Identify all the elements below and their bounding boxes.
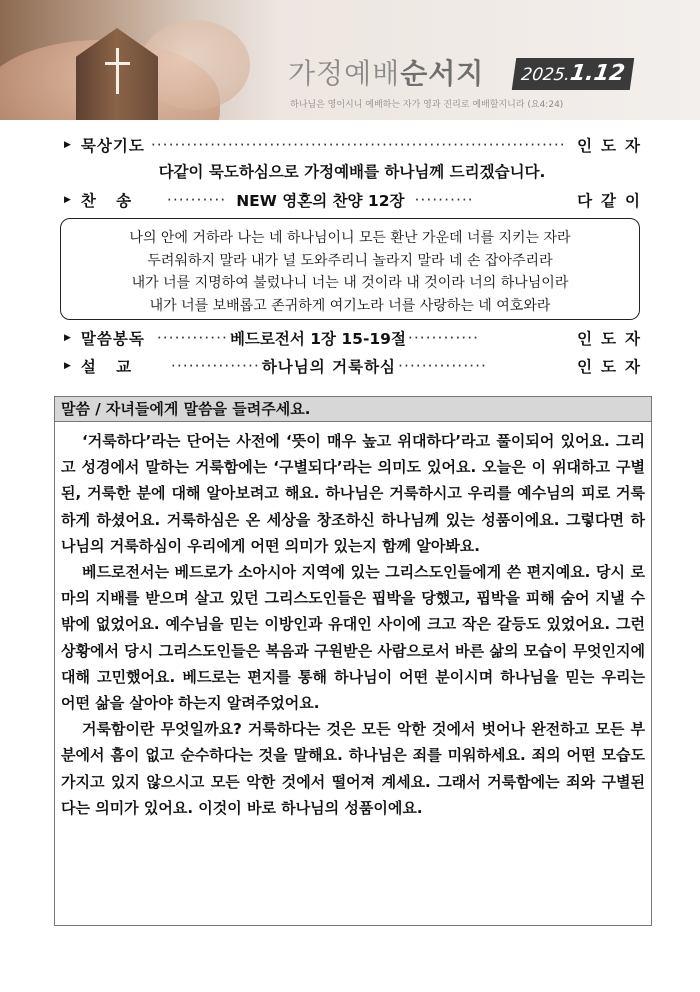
- message-heading: 말씀 / 자녀들에게 말씀을 들려주세요.: [55, 397, 651, 422]
- triangle-bullet-icon: ▶: [64, 140, 71, 150]
- triangle-bullet-icon: ▶: [64, 361, 71, 371]
- date-month-day: 1.12: [568, 61, 627, 86]
- message-paragraph: 베드로전서는 베드로가 소아시아 지역에 있는 그리스도인들에게 쓴 편지예요. 당시 로마의 지배를 받으며 살고 있던 그리스도인들은 핍박을 당했고, 핍박을 피해 숨어 지낼 수밖에 없었어요. 예수님을 믿는 이방인과 유대인 사이에 크고 작은 갈등도 있었어요. 그런 상황에서 당시 그리스도인들은 복음과 구원받은 사람으로서 바른 삶의 모습이 무엇인지에 대해 고민했어요. 베드로는 편지를 통해 하나님이 어떤 분이시며 하나님을 믿는 우리는 어떤 삶을 살아야 하는지 알려주었어요.: [61, 563, 645, 713]
- page-title: [288, 52, 484, 92]
- cross-icon-bar: [105, 62, 130, 65]
- header-subtitle: 하나님은 영이시니 예배하는 자가 영과 진리로 예배할지니라 (요4:24): [290, 100, 564, 110]
- order-hymn: [64, 188, 649, 212]
- triangle-bullet-icon: ▶: [64, 195, 71, 205]
- date-year: 2025.: [519, 65, 572, 85]
- title-light: 가정예배: [288, 57, 401, 90]
- message-paragraph: 거룩함이란 무엇일까요? 거룩하다는 것은 모든 악한 것에서 벗어나 완전하고 모든 부분에서 흠이 없고 순수하다는 것을 말해요. 하나님은 죄를 미워하세요. 죄의 어떤 모습도 가지고 있지 않으시고 모든 악한 것에서 떨어져 계세요. 그래서 거룩함에는 죄와 구별된다는 의미가 있어요. 이것이 바로 하나님의 성품이에요.: [61, 720, 645, 817]
- order-label: 묵상기도: [80, 137, 145, 155]
- lyrics-line: 내가 너를 지명하여 불렀나니 너는 내 것이라 내 것이라 너의 하나님이라: [131, 275, 569, 291]
- order-leader: 인도자: [577, 330, 649, 348]
- leader-dots: ············: [156, 329, 228, 347]
- date-badge: [512, 58, 634, 90]
- lyrics-line: 두려워하지 말라 내가 널 도와주리니 놀라지 말라 네 손 잡아주리라: [147, 252, 553, 269]
- leader-dots: ··········: [166, 191, 227, 209]
- order-content: 베드로전서 1장 15-19절: [229, 330, 406, 348]
- triangle-bullet-icon: ▶: [64, 333, 71, 343]
- leader-dots: ···············: [170, 357, 260, 375]
- leader-dots: ···············: [398, 357, 487, 375]
- order-label: 설 교: [80, 358, 133, 376]
- leader-dots: ············: [407, 329, 480, 347]
- order-sermon: [64, 354, 649, 378]
- order-leader: 인도자: [577, 358, 649, 376]
- hymn-lyrics-box: [60, 218, 640, 320]
- order-content: NEW 영혼의 찬양 12장: [236, 192, 405, 210]
- header-banner: [0, 0, 700, 120]
- cross-icon: [116, 48, 119, 94]
- title-bold: 순서지: [400, 57, 485, 90]
- order-prayer: [64, 133, 649, 157]
- order-label: 찬 송: [80, 192, 133, 210]
- message-body: [55, 422, 651, 821]
- message-section: [54, 396, 652, 926]
- lyrics-line: 나의 안에 거하라 나는 네 하나님이니 모든 환난 가운데 너를 지키는 자라: [129, 230, 571, 246]
- lyrics-line: 내가 너를 보배롭고 존귀하게 여기노라 너를 사랑하는 네 여호와라: [149, 297, 551, 314]
- message-paragraph: ‘거룩하다’라는 단어는 사전에 ‘뜻이 매우 높고 위대하다’라고 풀이되어 있어요. 그리고 성경에서 말하는 거룩함에는 ‘구별되다’라는 의미도 있어요. 오늘은 이 위대하고 구별된, 거룩한 분에 대해 알아보려고 해요. 하나님은 거룩하시고 우리를 예수님의 피로 거룩하게 하셨어요. 거룩하심은 온 세상을 창조하신 하나님께 있는 성품이에요. 그렇다면 하나님의 거룩하심이 우리에게 어떤 의미가 있는지 함께 알아봐요.: [61, 432, 645, 555]
- prayer-instruction: 다같이 묵도하심으로 가정예배를 하나님께 드리겠습니다.: [158, 163, 546, 181]
- order-leader: 인도자: [577, 137, 649, 155]
- order-leader: 다같이: [577, 192, 649, 210]
- order-scripture: [64, 326, 649, 350]
- leader-dots: ······································································: [150, 136, 566, 154]
- order-label: 말씀봉독: [80, 330, 145, 348]
- order-content: 하나님의 거룩하심: [261, 358, 397, 376]
- leader-dots: ··········: [414, 191, 474, 209]
